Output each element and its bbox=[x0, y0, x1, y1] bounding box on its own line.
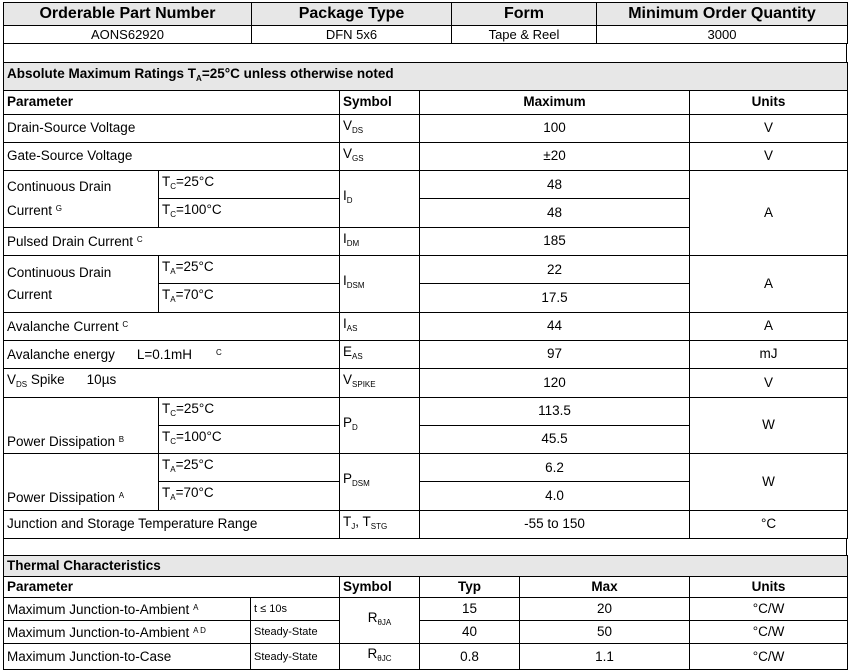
max-eas: 97 bbox=[420, 340, 690, 368]
param-ias: Avalanche Current $^C$ bbox=[4, 312, 340, 340]
param-idsm: Continuous Drain Current bbox=[4, 256, 159, 313]
table-row bbox=[4, 454, 848, 482]
unit-rja-10s: °C/W bbox=[690, 598, 848, 621]
param-id: Continuous Drain Current $^G$ bbox=[4, 171, 159, 228]
symbol-pdsm: $P_{DSM}$ bbox=[340, 454, 420, 511]
thermal-characteristics-table bbox=[3, 555, 848, 670]
unit-pd: W bbox=[690, 397, 848, 454]
unit-vspike: V bbox=[690, 369, 848, 397]
max-vspike: 120 bbox=[420, 369, 690, 397]
table-row bbox=[4, 644, 848, 670]
ordering-header-row bbox=[4, 3, 848, 26]
table-row bbox=[4, 598, 848, 621]
thermal-header-symbol: Symbol bbox=[340, 577, 420, 598]
symbol-eas: $E_{AS}$ bbox=[340, 340, 420, 368]
table-row bbox=[4, 397, 848, 425]
param-tj: Junction and Storage Temperature Range bbox=[4, 510, 340, 538]
symbol-id: $I_D$ bbox=[340, 171, 420, 228]
unit-rjc: °C/W bbox=[690, 644, 848, 670]
max-idsm-2: 17.5 bbox=[420, 284, 690, 312]
cond-id-2: $T_C=100^\circ C$ bbox=[159, 199, 340, 227]
table-row bbox=[4, 142, 848, 170]
cond-rjc: Steady-State bbox=[251, 644, 340, 670]
table-row bbox=[4, 114, 848, 142]
ordering-value-row bbox=[4, 26, 848, 44]
table-row bbox=[4, 312, 848, 340]
symbol-idsm: $I_{DSM}$ bbox=[340, 256, 420, 313]
max-pd-2: 45.5 bbox=[420, 425, 690, 453]
max-tj: -55 to 150 bbox=[420, 510, 690, 538]
thermal-header-max: Max bbox=[520, 577, 690, 598]
param-eas: Avalanche energy L=0.1mH $^C$ bbox=[4, 340, 340, 368]
cond-idsm-1: $T_A=25^\circ C$ bbox=[159, 256, 340, 284]
abs-header-units: Units bbox=[690, 91, 848, 114]
typ-rja-ss: 40 bbox=[420, 621, 520, 644]
param-vspike: $V_{DS}$ Spike 10µs bbox=[4, 369, 340, 397]
table-row bbox=[4, 171, 848, 199]
abs-header-symbol: Symbol bbox=[340, 91, 420, 114]
max-idsm-1: 22 bbox=[420, 256, 690, 284]
header-package-type: Package Type bbox=[252, 3, 452, 26]
param-vds: Drain-Source Voltage bbox=[4, 114, 340, 142]
thermal-header-parameter: Parameter bbox=[4, 577, 340, 598]
cond-pd-1: $T_C=25^\circ C$ bbox=[159, 397, 340, 425]
section-spacer bbox=[3, 539, 847, 555]
thermal-title-row bbox=[4, 556, 848, 577]
param-vgs: Gate-Source Voltage bbox=[4, 142, 340, 170]
unit-rja-ss: °C/W bbox=[690, 621, 848, 644]
unit-vgs: V bbox=[690, 142, 848, 170]
thermal-header-row bbox=[4, 577, 848, 598]
symbol-vds: $V_{DS}$ bbox=[340, 114, 420, 142]
unit-tj: °C bbox=[690, 510, 848, 538]
abs-header-row bbox=[4, 91, 848, 114]
param-rja-ss: Maximum Junction-to-Ambient $^{A D}$ bbox=[4, 621, 251, 644]
cond-id-1: $T_C=25^\circ C$ bbox=[159, 171, 340, 199]
symbol-ias: $I_{AS}$ bbox=[340, 312, 420, 340]
abs-title-row bbox=[4, 63, 848, 91]
min-order-qty: 3000 bbox=[597, 26, 848, 44]
max-ias: 44 bbox=[420, 312, 690, 340]
symbol-vspike: $V_{SPIKE}$ bbox=[340, 369, 420, 397]
cond-rja-ss: Steady-State bbox=[251, 621, 340, 644]
table-row bbox=[4, 256, 848, 284]
absolute-max-ratings-table bbox=[3, 62, 848, 539]
unit-pdsm: W bbox=[690, 454, 848, 511]
param-pdsm: Power Dissipation $^A$ bbox=[4, 454, 159, 511]
cond-rja-10s: t ≤ 10s bbox=[251, 598, 340, 621]
param-rjc: Maximum Junction-to-Case bbox=[4, 644, 251, 670]
param-rja-10s: Maximum Junction-to-Ambient $^A$ bbox=[4, 598, 251, 621]
unit-idsm: A bbox=[690, 256, 848, 313]
cond-pd-2: $T_C=100^\circ C$ bbox=[159, 425, 340, 453]
table-row bbox=[4, 510, 848, 538]
max-idm: 185 bbox=[420, 227, 690, 255]
symbol-rja: $R_{\theta JA}$ bbox=[340, 598, 420, 644]
section-spacer bbox=[3, 44, 847, 62]
max-pdsm-2: 4.0 bbox=[420, 482, 690, 510]
symbol-vgs: $V_{GS}$ bbox=[340, 142, 420, 170]
abs-title: Absolute Maximum Ratings $T_A=25^\circ C$ unless otherwise noted bbox=[4, 63, 848, 91]
typ-rja-10s: 15 bbox=[420, 598, 520, 621]
datasheet bbox=[3, 2, 847, 670]
max-vds: 100 bbox=[420, 114, 690, 142]
part-number: AONS62920 bbox=[4, 26, 252, 44]
typ-rjc: 0.8 bbox=[420, 644, 520, 670]
thermal-title: Thermal Characteristics bbox=[4, 556, 848, 577]
max-id-1: 48 bbox=[420, 171, 690, 199]
symbol-tj: $T_J$, $T_{STG}$ bbox=[340, 510, 420, 538]
unit-ias: A bbox=[690, 312, 848, 340]
param-idm: Pulsed Drain Current $^C$ bbox=[4, 227, 340, 255]
package-type: DFN 5x6 bbox=[252, 26, 452, 44]
table-row bbox=[4, 369, 848, 397]
abs-header-parameter: Parameter bbox=[4, 91, 340, 114]
header-min-order-qty: Minimum Order Quantity bbox=[597, 3, 848, 26]
header-form: Form bbox=[452, 3, 597, 26]
thermal-header-typ: Typ bbox=[420, 577, 520, 598]
unit-eas: mJ bbox=[690, 340, 848, 368]
cond-pdsm-1: $T_A=25^\circ C$ bbox=[159, 454, 340, 482]
header-part-number: Orderable Part Number bbox=[4, 3, 252, 26]
max-pd-1: 113.5 bbox=[420, 397, 690, 425]
thermal-header-units: Units bbox=[690, 577, 848, 598]
symbol-idm: $I_{DM}$ bbox=[340, 227, 420, 255]
symbol-pd: $P_D$ bbox=[340, 397, 420, 454]
unit-vds: V bbox=[690, 114, 848, 142]
max-vgs: ±20 bbox=[420, 142, 690, 170]
symbol-rjc: $R_{\theta JC}$ bbox=[340, 644, 420, 670]
form: Tape & Reel bbox=[452, 26, 597, 44]
param-pd: Power Dissipation $^B$ bbox=[4, 397, 159, 454]
unit-id: A bbox=[690, 171, 848, 256]
max-rja-10s: 20 bbox=[520, 598, 690, 621]
table-row bbox=[4, 340, 848, 368]
table-row bbox=[4, 621, 848, 644]
max-rja-ss: 50 bbox=[520, 621, 690, 644]
cond-pdsm-2: $T_A=70^\circ C$ bbox=[159, 482, 340, 510]
max-rjc: 1.1 bbox=[520, 644, 690, 670]
abs-header-maximum: Maximum bbox=[420, 91, 690, 114]
ordering-table bbox=[3, 2, 848, 44]
max-pdsm-1: 6.2 bbox=[420, 454, 690, 482]
cond-idsm-2: $T_A=70^\circ C$ bbox=[159, 284, 340, 312]
max-id-2: 48 bbox=[420, 199, 690, 227]
